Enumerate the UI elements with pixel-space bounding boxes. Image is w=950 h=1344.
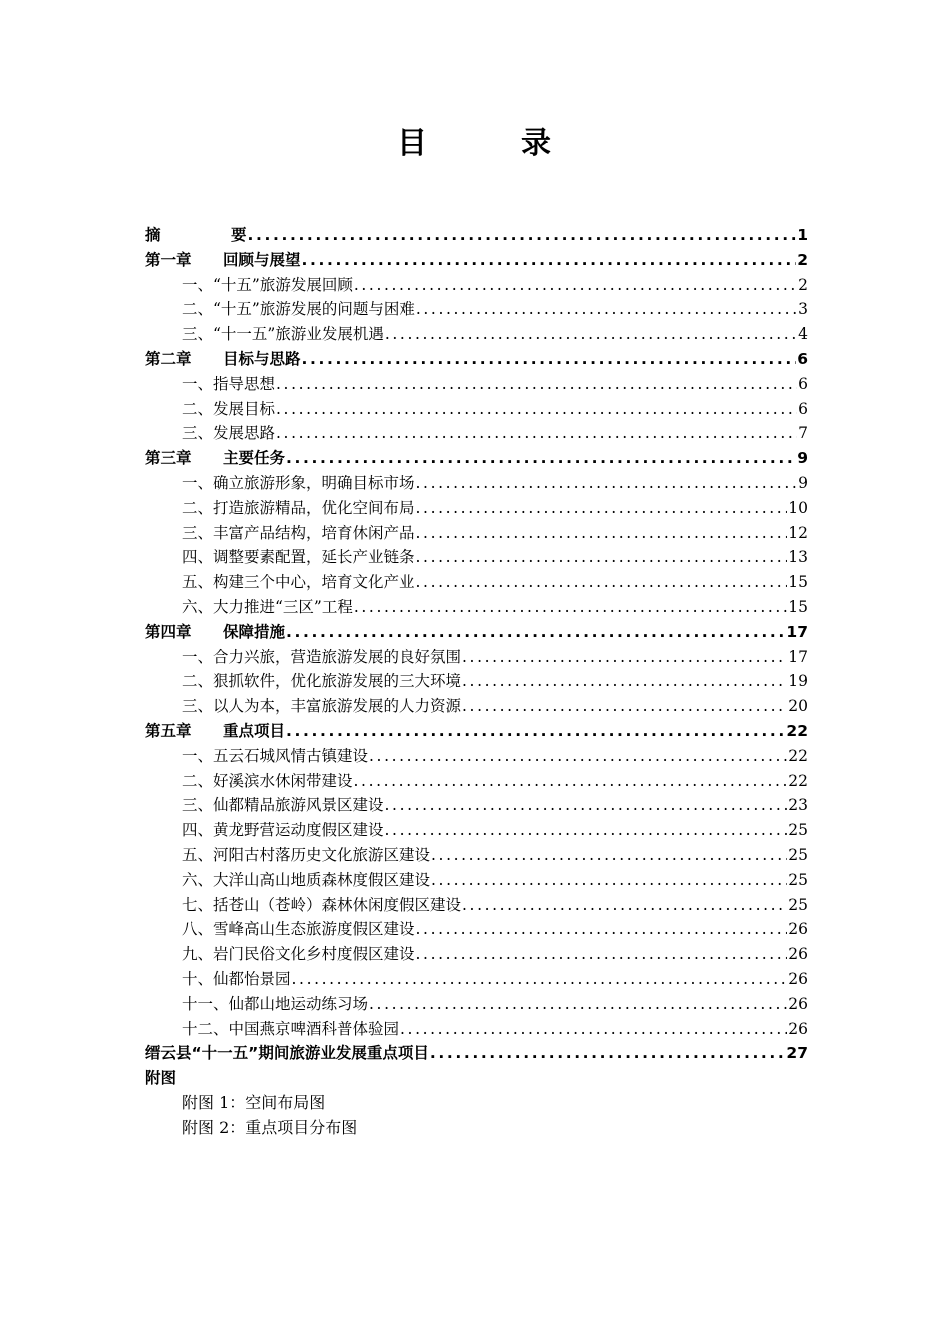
page-number: 6 bbox=[798, 374, 808, 393]
dot-leader bbox=[286, 620, 785, 645]
page-number: 25 bbox=[788, 821, 808, 840]
page-number: 15 bbox=[788, 573, 808, 592]
page-number: 26 bbox=[788, 994, 808, 1013]
section-title: 二、打造旅游精品，优化空间布局 bbox=[182, 498, 415, 517]
page-number: 22 bbox=[786, 721, 808, 740]
toc-entry-section[interactable] bbox=[145, 967, 808, 992]
page-title-char-1: 目 bbox=[397, 126, 429, 161]
toc-entry-section[interactable] bbox=[145, 545, 808, 570]
toc-entry-section[interactable] bbox=[145, 645, 808, 670]
page-number: 10 bbox=[788, 498, 808, 517]
section-title: 四、调整要素配置，延长产业链条 bbox=[182, 548, 415, 567]
toc-entry-section[interactable] bbox=[145, 1017, 808, 1042]
summary-label-second: 要 bbox=[231, 226, 247, 244]
dot-leader bbox=[292, 967, 788, 992]
dot-leader bbox=[369, 744, 787, 769]
page-number: 26 bbox=[788, 1019, 808, 1038]
chapter-number: 第二章 bbox=[145, 349, 192, 368]
toc-entry-section[interactable] bbox=[145, 421, 808, 446]
toc-entry-section[interactable] bbox=[145, 868, 808, 893]
dot-leader bbox=[354, 273, 797, 298]
key-projects-title: 缙云县“十一五”期间旅游业发展重点项目 bbox=[145, 1044, 429, 1063]
toc-entry-section[interactable] bbox=[145, 669, 808, 694]
toc-entry-appendix-item[interactable] bbox=[145, 1091, 808, 1116]
section-title: 一、确立旅游形象，明确目标市场 bbox=[182, 473, 415, 492]
page-number: 26 bbox=[788, 945, 808, 964]
dot-leader bbox=[462, 669, 787, 694]
dot-leader bbox=[369, 992, 787, 1017]
page-number: 2 bbox=[798, 275, 808, 294]
toc-entry-section[interactable] bbox=[145, 843, 808, 868]
toc-entry-appendix-item[interactable] bbox=[145, 1116, 808, 1141]
section-title: 二、狠抓软件，优化旅游发展的三大环境 bbox=[182, 672, 462, 691]
dot-leader bbox=[286, 719, 785, 744]
dot-leader bbox=[430, 1041, 786, 1066]
dot-leader bbox=[276, 421, 797, 446]
page-number: 17 bbox=[786, 622, 808, 641]
page-number: 27 bbox=[786, 1044, 808, 1063]
section-title: 十、仙都怡景园 bbox=[182, 969, 291, 988]
summary-label-first: 摘 bbox=[145, 226, 161, 244]
section-title: 三、以人为本，丰富旅游发展的人力资源 bbox=[182, 697, 462, 716]
dot-leader bbox=[416, 942, 788, 967]
section-title: 九、岩门民俗文化乡村度假区建设 bbox=[182, 945, 415, 964]
dot-leader bbox=[416, 496, 788, 521]
chapter-title: 重点项目 bbox=[223, 721, 286, 740]
dot-leader bbox=[385, 818, 788, 843]
section-title: 三、“十一五”旅游业发展机遇 bbox=[182, 325, 384, 344]
page-number: 25 bbox=[788, 895, 808, 914]
page-number: 6 bbox=[798, 399, 808, 418]
dot-leader bbox=[416, 917, 788, 942]
page-number: 9 bbox=[797, 449, 808, 468]
chapter-number: 第四章 bbox=[145, 622, 192, 641]
section-title: 一、指导思想 bbox=[182, 374, 276, 393]
page-number: 15 bbox=[788, 597, 808, 616]
appendix-item-title: 附图 1：空间布局图 bbox=[182, 1092, 326, 1112]
dot-leader bbox=[354, 769, 788, 794]
page-number: 20 bbox=[788, 697, 808, 716]
page-number: 1 bbox=[797, 226, 808, 244]
toc-entry-section[interactable] bbox=[145, 893, 808, 918]
toc-entry-section[interactable] bbox=[145, 793, 808, 818]
page-number: 9 bbox=[798, 473, 808, 492]
toc-entry-section[interactable] bbox=[145, 372, 808, 397]
table-of-contents bbox=[145, 223, 808, 1140]
page-number: 3 bbox=[798, 300, 808, 319]
dot-leader bbox=[302, 347, 797, 372]
dot-leader bbox=[462, 893, 787, 918]
dot-leader bbox=[462, 694, 787, 719]
page-number: 12 bbox=[788, 523, 808, 542]
toc-entry-section[interactable] bbox=[145, 942, 808, 967]
dot-leader bbox=[416, 297, 797, 322]
section-title: 六、大洋山高山地质森林度假区建设 bbox=[182, 870, 431, 889]
section-title: 五、构建三个中心，培育文化产业 bbox=[182, 573, 415, 592]
dot-leader bbox=[354, 595, 787, 620]
dot-leader bbox=[286, 446, 796, 471]
toc-entry-section[interactable] bbox=[145, 496, 808, 521]
page-number: 4 bbox=[798, 325, 808, 344]
page-number: 23 bbox=[788, 796, 808, 815]
section-title: 六、大力推进“三区”工程 bbox=[182, 597, 353, 616]
page-number: 7 bbox=[798, 424, 808, 443]
chapter-title: 保障措施 bbox=[223, 622, 286, 641]
chapter-number: 第一章 bbox=[145, 250, 192, 269]
page-number: 25 bbox=[788, 870, 808, 889]
dot-leader bbox=[302, 248, 797, 273]
dot-leader bbox=[248, 223, 797, 248]
chapter-number: 第五章 bbox=[145, 721, 192, 740]
toc-entry-section[interactable] bbox=[145, 297, 808, 322]
toc-entry-chapter-4[interactable] bbox=[145, 620, 808, 645]
dot-leader bbox=[416, 521, 788, 546]
page-number: 26 bbox=[788, 920, 808, 939]
section-title: 二、好溪滨水休闲带建设 bbox=[182, 771, 353, 790]
section-title: 三、丰富产品结构，培育休闲产品 bbox=[182, 523, 415, 542]
toc-entry-chapter-5[interactable] bbox=[145, 719, 808, 744]
toc-entry-section[interactable] bbox=[145, 744, 808, 769]
toc-entry-section[interactable] bbox=[145, 992, 808, 1017]
toc-entry-section[interactable] bbox=[145, 322, 808, 347]
section-title: 二、发展目标 bbox=[182, 399, 276, 418]
dot-leader bbox=[431, 868, 787, 893]
dot-leader bbox=[276, 372, 797, 397]
chapter-title: 目标与思路 bbox=[223, 349, 301, 368]
toc-entry-chapter-3[interactable] bbox=[145, 446, 808, 471]
dot-leader bbox=[431, 843, 787, 868]
page-number: 22 bbox=[788, 746, 808, 765]
dot-leader bbox=[416, 570, 788, 595]
toc-entry-appendix[interactable] bbox=[145, 1066, 808, 1091]
toc-entry-section[interactable] bbox=[145, 769, 808, 794]
section-title: 十一、仙都山地运动练习场 bbox=[182, 994, 369, 1013]
page-title bbox=[0, 124, 950, 164]
dot-leader bbox=[462, 645, 787, 670]
section-title: 一、五云石城风情古镇建设 bbox=[182, 746, 369, 765]
page-number: 2 bbox=[797, 250, 808, 269]
page-title-char-2: 录 bbox=[521, 126, 553, 161]
toc-entry-chapter-1[interactable] bbox=[145, 248, 808, 273]
chapter-title: 回顾与展望 bbox=[223, 250, 301, 269]
page-number: 19 bbox=[788, 672, 808, 691]
section-title: 二、“十五”旅游发展的问题与困难 bbox=[182, 300, 415, 319]
dot-leader bbox=[416, 545, 788, 570]
section-title: 五、河阳古村落历史文化旅游区建设 bbox=[182, 845, 431, 864]
page-number: 25 bbox=[788, 845, 808, 864]
toc-entry-key-projects[interactable] bbox=[145, 1041, 808, 1066]
toc-entry-section[interactable] bbox=[145, 521, 808, 546]
toc-entry-summary[interactable] bbox=[145, 223, 808, 248]
dot-leader bbox=[276, 397, 797, 422]
toc-entry-section[interactable] bbox=[145, 570, 808, 595]
chapter-title: 主要任务 bbox=[223, 449, 286, 468]
dot-leader bbox=[416, 471, 798, 496]
toc-entry-chapter-2[interactable] bbox=[145, 347, 808, 372]
section-title: 十二、中国燕京啤酒科普体验园 bbox=[182, 1019, 400, 1038]
toc-entry-section[interactable] bbox=[145, 273, 808, 298]
section-title: 三、仙都精品旅游风景区建设 bbox=[182, 796, 384, 815]
toc-entry-section[interactable] bbox=[145, 694, 808, 719]
page-number: 13 bbox=[788, 548, 808, 567]
page-number: 6 bbox=[797, 349, 808, 368]
page-number: 17 bbox=[788, 647, 808, 666]
toc-entry-section[interactable] bbox=[145, 818, 808, 843]
chapter-number: 第三章 bbox=[145, 449, 192, 468]
dot-leader bbox=[385, 322, 797, 347]
toc-entry-section[interactable] bbox=[145, 917, 808, 942]
page-number: 22 bbox=[788, 771, 808, 790]
appendix-heading: 附图 bbox=[145, 1069, 177, 1088]
appendix-item-title: 附图 2：重点项目分布图 bbox=[182, 1117, 358, 1137]
section-title: 四、黄龙野营运动度假区建设 bbox=[182, 821, 384, 840]
section-title: 一、“十五”旅游发展回顾 bbox=[182, 275, 353, 294]
toc-entry-section[interactable] bbox=[145, 595, 808, 620]
section-title: 一、合力兴旅，营造旅游发展的良好氛围 bbox=[182, 647, 462, 666]
section-title: 七、括苍山（苍岭）森林休闲度假区建设 bbox=[182, 895, 462, 914]
toc-entry-section[interactable] bbox=[145, 471, 808, 496]
page-number: 26 bbox=[788, 969, 808, 988]
section-title: 八、雪峰高山生态旅游度假区建设 bbox=[182, 920, 415, 939]
dot-leader bbox=[385, 793, 788, 818]
dot-leader bbox=[400, 1017, 787, 1042]
toc-entry-section[interactable] bbox=[145, 397, 808, 422]
section-title: 三、发展思路 bbox=[182, 424, 276, 443]
